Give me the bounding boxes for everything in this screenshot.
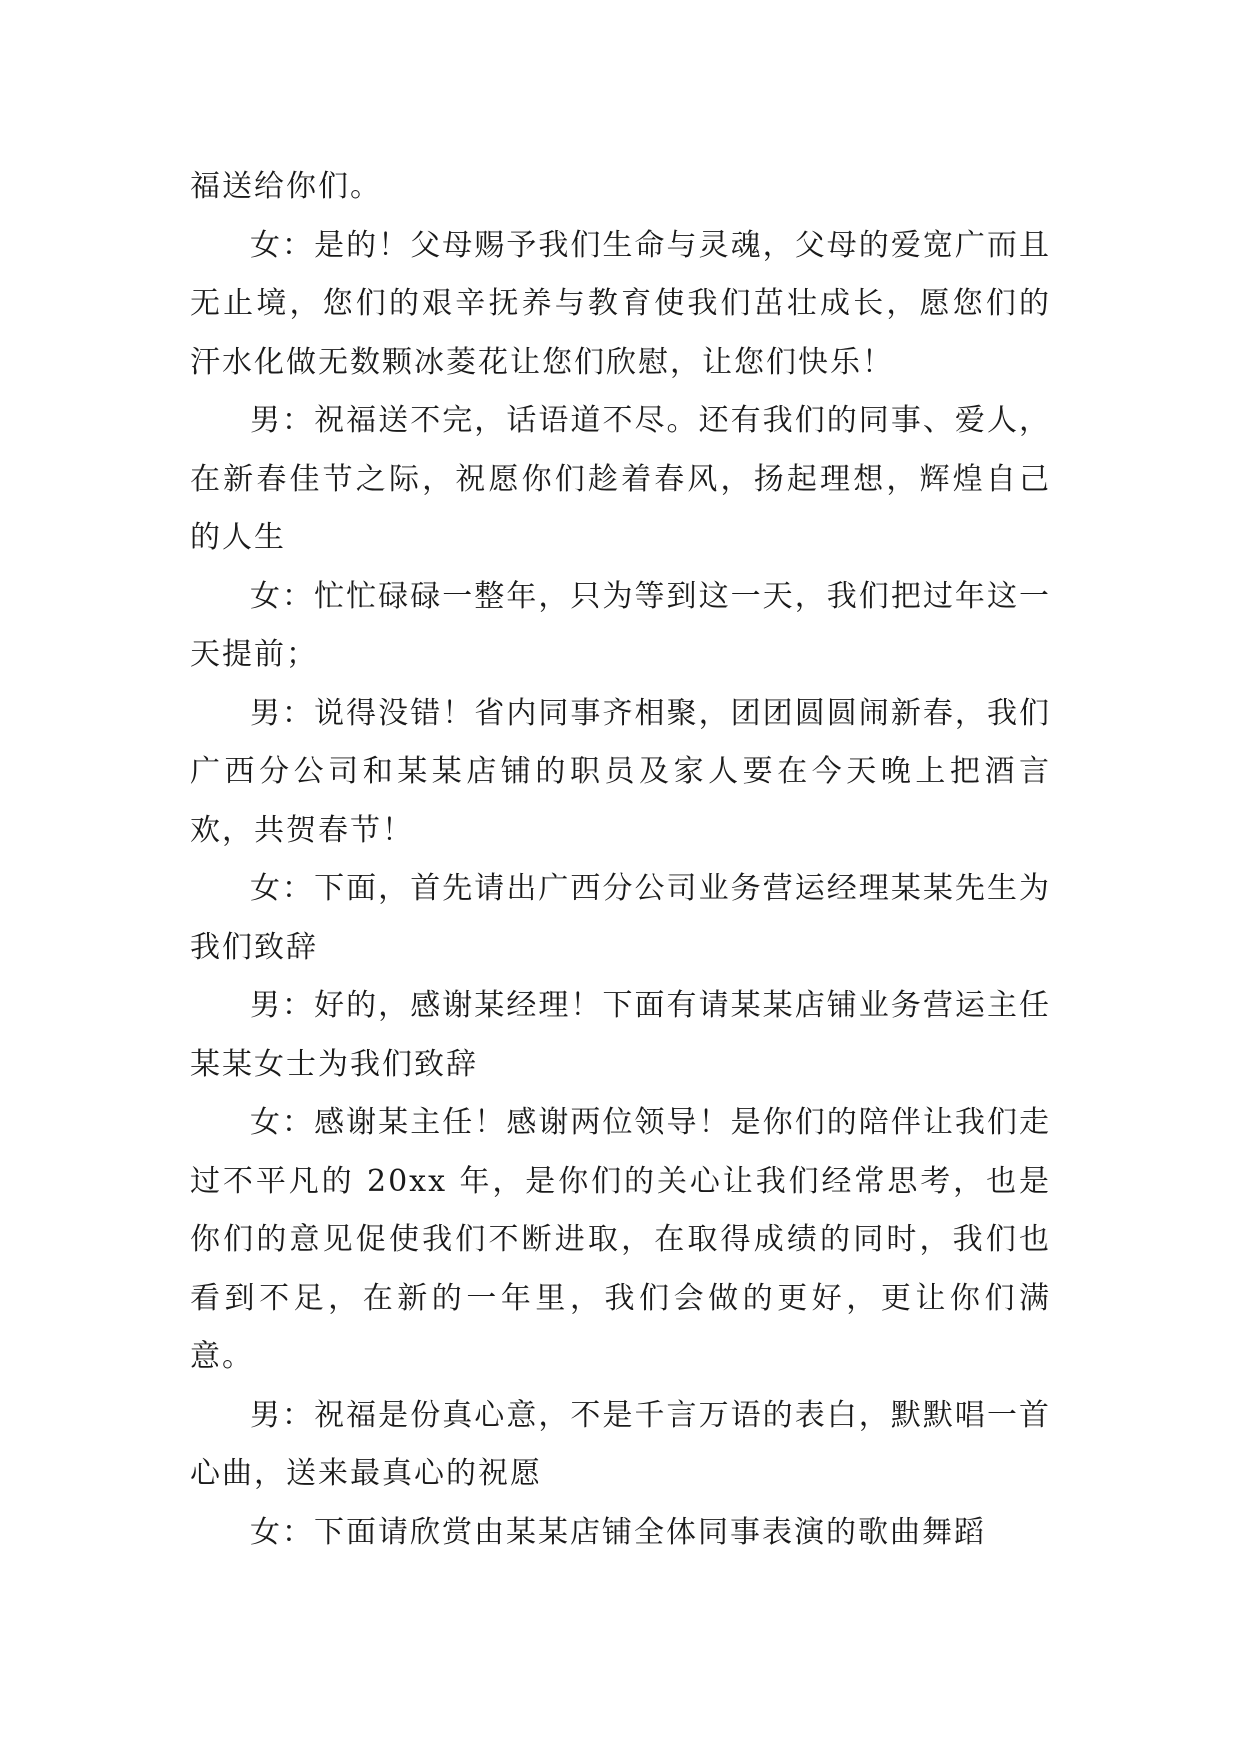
paragraph: 女：下面请欣赏由某某店铺全体同事表演的歌曲舞蹈 <box>250 1514 986 1550</box>
paragraph: 男：祝福是份真心意，不是千言万语的表白，默默唱一首心曲，送来最真心的祝愿 <box>190 1397 1051 1491</box>
paragraph: 男：好的，感谢某经理！下面有请某某店铺业务营运主任某某女士为我们致辞 <box>190 988 1051 1082</box>
paragraph: 女：感谢某主任！感谢两位领导！是你们的陪伴让我们走过不平凡的 20xx 年，是你们的关心让我们经常思考，也是你们的意见促使我们不断进取，在取得成绩的同时，我们也看到不足，在新的一年里，我们会做的更好，更让你们满意。 <box>190 1105 1051 1374</box>
paragraph-continuation: 福送给你们。 <box>190 169 382 204</box>
paragraph: 女：下面，首先请出广西分公司业务营运经理某某先生为我们致辞 <box>190 871 1051 965</box>
paragraph: 男：说得没错！省内同事齐相聚，团团圆圆闹新春，我们广西分公司和某某店铺的职员及家人要在今天晚上把酒言欢，共贺春节！ <box>190 695 1051 848</box>
paragraph: 女：忙忙碌碌一整年，只为等到这一天，我们把过年这一天提前； <box>190 578 1051 672</box>
paragraph: 女：是的！父母赐予我们生命与灵魂，父母的爱宽广而且无止境，您们的艰辛抚养与教育使我们茁壮成长，愿您们的汗水化做无数颗冰菱花让您们欣慰，让您们快乐！ <box>190 227 1051 380</box>
paragraph: 男：祝福送不完，话语道不尽。还有我们的同事、爱人，在新春佳节之际，祝愿你们趁着春风，扬起理想，辉煌自己的人生 <box>190 403 1051 555</box>
document-page <box>190 158 1051 1562</box>
